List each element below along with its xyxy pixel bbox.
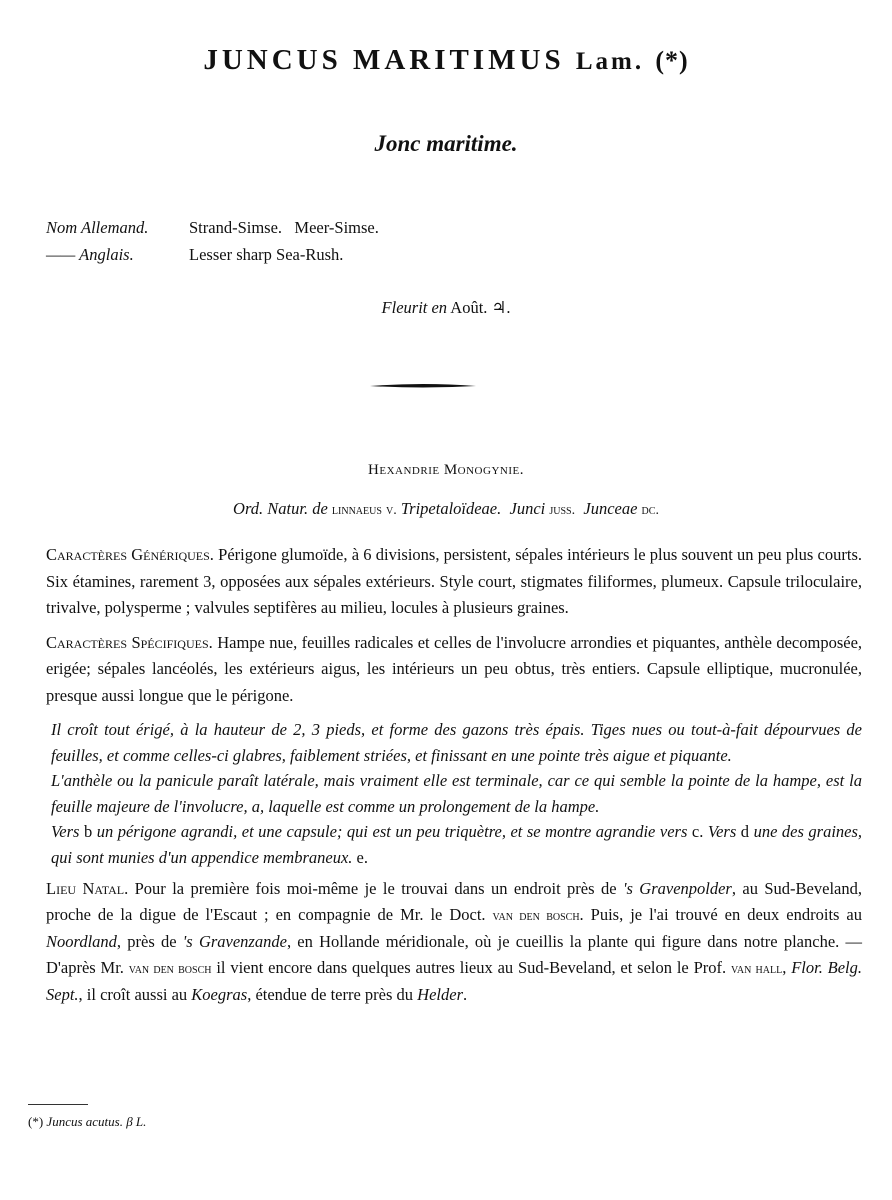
plant-description bbox=[51, 717, 862, 870]
flowering-value: Août. ♃. bbox=[450, 298, 511, 317]
habitat-text-7: , bbox=[782, 957, 787, 977]
footnote-mark: (*) bbox=[28, 1114, 44, 1129]
text-graines: une des graines, qui sont munies d'un appendice membraneux. bbox=[51, 822, 863, 867]
german-name-value: Strand-Simse. Meer-Simse. bbox=[189, 218, 379, 237]
author-dc: dc. bbox=[641, 503, 659, 518]
english-name-value: Lesser sharp Sea-Rush. bbox=[189, 245, 344, 264]
description-paragraph-3 bbox=[51, 819, 862, 870]
specific-characters bbox=[46, 630, 862, 710]
habitat-text-10: . bbox=[463, 985, 468, 1004]
description-paragraph-1: Il croît tout érigé, à la hauteur de 2, 3 pieds, et forme des gazons très épais. Tiges nues ou tout-à-fait dépourvues de feuilles, et comme celles-ci glabres, faiblement striées, et finissant en une pointe très aigue et piquante. bbox=[51, 720, 862, 765]
habitat-text-8: , il croît aussi au bbox=[78, 985, 188, 1004]
order-tripetaloideae: Tripetaloïdeae. bbox=[400, 499, 502, 518]
habitat-text-2: , au Sud-Beveland, proche de la digue de l'Escaut ; en compagnie de Mr. le Doct. bbox=[46, 879, 862, 924]
figure-ref-e: e. bbox=[356, 847, 368, 867]
author-van-den-bosch: van den bosch bbox=[492, 908, 580, 924]
habitat-text-1: Pour la première fois moi-même je le trouvai dans un endroit près de bbox=[134, 879, 617, 898]
text-vers-2: Vers bbox=[707, 822, 737, 841]
habitat-text-6: il vient encore dans quelques autres lieux au Sud-Beveland, et selon le Prof. bbox=[216, 957, 727, 977]
habitat-text-3: . Puis, je l'ai trouvé en deux endroits au bbox=[579, 904, 863, 924]
generic-text: Périgone glumoïde, à 6 divisions, persistent, sépales intérieurs le plus souvent un peu plus courts. Six étamines, rarement 3, opposées aux sépales extérieurs. Style court, stigmates filiformes, plumeux. Capsule triloculaire, trivalve, polysperme ; valvules septifères au milieu, locules à plusieurs graines. bbox=[46, 545, 862, 617]
habitat-text-5: , en Hollande méridionale, où je cueillis la plante qui figure dans notre planche. — D'après Mr. bbox=[46, 932, 862, 977]
order-junceae: Junceae bbox=[583, 499, 638, 518]
species-author: Lam. bbox=[575, 48, 645, 75]
place-helder: Helder bbox=[417, 985, 463, 1004]
description-paragraph-2: L'anthèle ou la panicule paraît latérale, mais vraiment elle est terminale, car ce qui semble la pointe de la hampe, est la feuille majeure de l'involucre, a, laquelle est comme un prolongement de la hampe. bbox=[51, 771, 862, 816]
text-perigone: un périgone agrandi, et une capsule; qui est un peu triquètre, et se montre agrandie vers bbox=[96, 822, 688, 841]
order-numeral: v. bbox=[386, 503, 397, 518]
text-vers: Vers bbox=[51, 822, 80, 841]
flowering-label: Fleurit en bbox=[381, 298, 448, 317]
german-name-label: Nom Allemand. bbox=[46, 218, 149, 237]
author-van-den-bosch-2: van den bosch bbox=[128, 961, 212, 977]
generic-characters bbox=[46, 542, 862, 622]
page-title bbox=[0, 44, 892, 77]
generic-heading: Caractères Génériques. bbox=[46, 545, 214, 564]
title-note-mark: (*) bbox=[655, 46, 689, 75]
place-gravenpolder: 's Gravenpolder bbox=[622, 879, 732, 898]
order-junci: Junci bbox=[509, 499, 546, 518]
place-gravenzande: 's Gravenzande bbox=[182, 932, 287, 951]
footnote-text: Juncus acutus. β L. bbox=[46, 1114, 147, 1129]
author-juss: juss. bbox=[549, 503, 576, 518]
author-linnaeus: linnaeus bbox=[331, 503, 382, 518]
english-name-label: —— Anglais. bbox=[46, 245, 134, 264]
place-noordland: Noordland bbox=[46, 932, 117, 951]
reference-flor-belg: Flor. Belg. Sept. bbox=[46, 957, 863, 1004]
figure-ref-d: d bbox=[740, 822, 750, 841]
english-name-row bbox=[46, 241, 379, 268]
figure-ref-b: b bbox=[83, 822, 93, 841]
habitat-text-9: , étendue de terre près du bbox=[247, 985, 414, 1004]
author-van-hall: van hall bbox=[730, 961, 783, 977]
habitat-paragraph bbox=[46, 876, 862, 1008]
place-koegras: Koegras bbox=[191, 985, 248, 1004]
habitat-text-4: , près de bbox=[116, 932, 177, 951]
vernacular-names bbox=[46, 214, 379, 268]
natural-order-line bbox=[0, 499, 892, 519]
species-name: JUNCUS MARITIMUS bbox=[203, 44, 565, 76]
footnote-rule bbox=[28, 1104, 88, 1105]
specific-heading: Caractères Spécifiques. bbox=[46, 632, 213, 652]
flowering-line bbox=[0, 298, 892, 318]
habitat-heading: Lieu Natal. bbox=[46, 879, 129, 898]
footnote bbox=[28, 1114, 146, 1130]
ornamental-divider bbox=[368, 381, 478, 391]
common-name: Jonc maritime. bbox=[374, 131, 518, 156]
specific-text: Hampe nue, feuilles radicales et celles de l'involucre arrondies et piquantes, anthèle decomposée, erigée; sépales lancéolés, les extérieurs aigus, les intérieurs un peu obtus, très entiers. Capsule elliptique, mucronulée, presque aussi longue que le périgone. bbox=[46, 632, 863, 705]
german-name-row bbox=[46, 214, 379, 241]
order-prefix: Ord. Natur. de bbox=[233, 499, 328, 518]
linnaean-class: Hexandrie Monogynie. bbox=[368, 462, 524, 478]
figure-ref-c: c. bbox=[691, 822, 704, 841]
description-body bbox=[46, 542, 862, 1024]
